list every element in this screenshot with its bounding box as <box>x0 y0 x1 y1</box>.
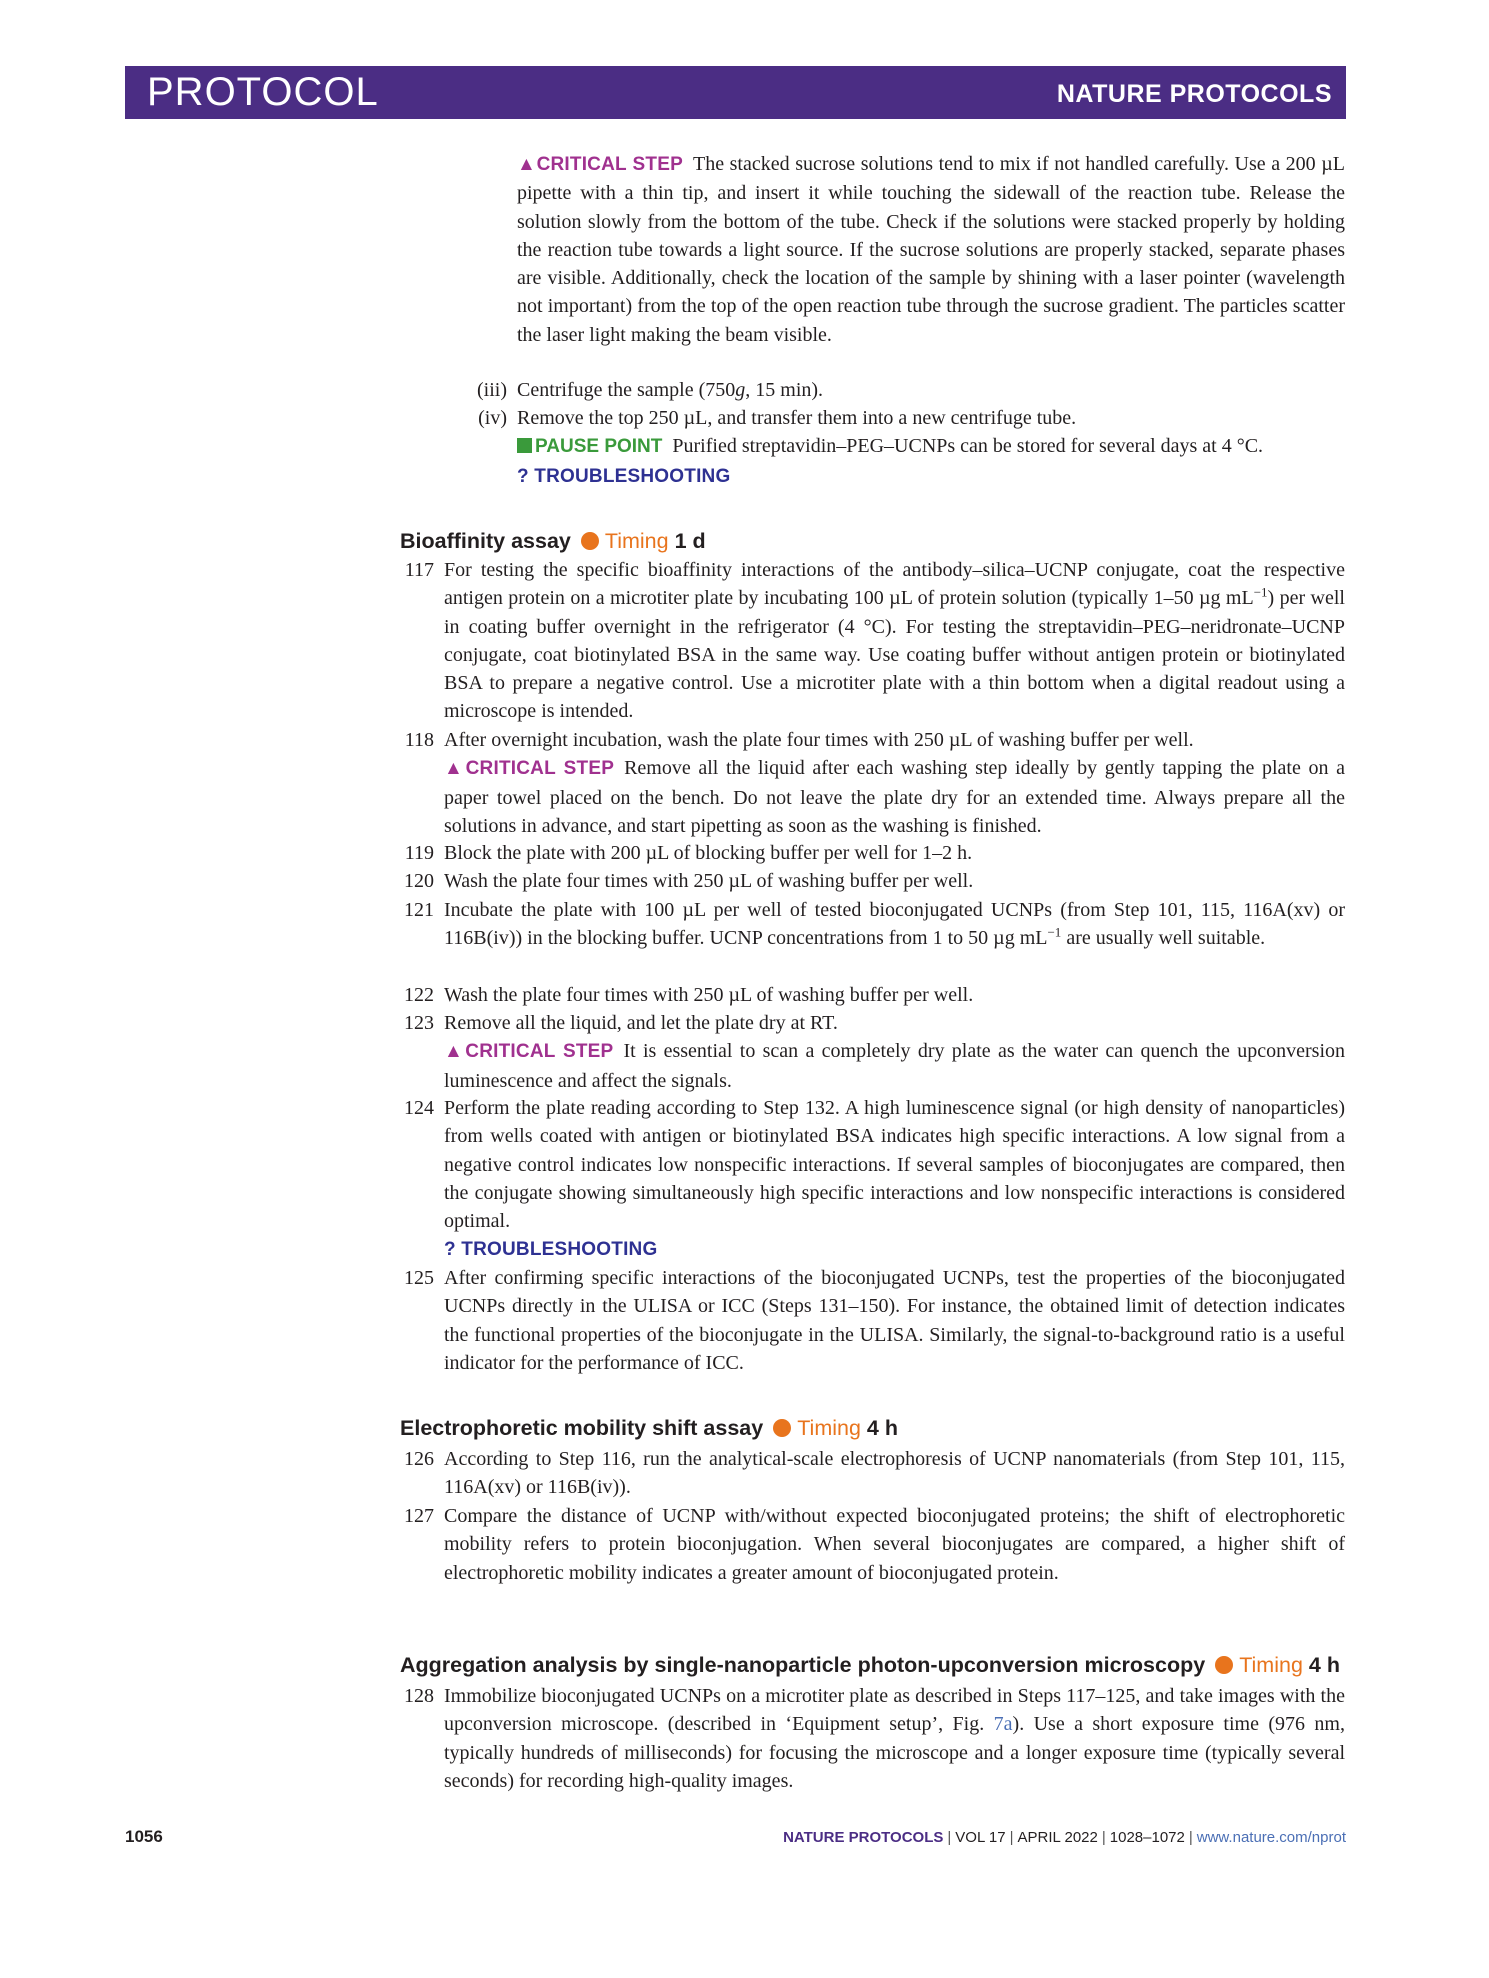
footer-journal: NATURE PROTOCOLS <box>783 1829 944 1846</box>
timing-dot-icon <box>581 532 599 550</box>
critical-step-text: The stacked sucrose solutions tend to mix if not handled carefully. Use a 200 µL pipette with a thin tip, and insert it while touching the sidewall of the reaction tube. Release the solution slowly from the bottom of the tube. Check if the solutions were stacked properly by holding the reaction tube towards a light source. If the sucrose solutions are properly stacked, separate phases are visible. Additionally, check the location of the sample by shining with a laser pointer (wavelength not important) from the top of the open reaction tube through the sucrose gradient. The particles scatter the laser light making the beam visible. <box>517 153 1345 346</box>
substep-number: (iv) <box>478 407 507 429</box>
substep-text: Remove the top 250 µL, and transfer them into a new centrifuge tube. <box>517 407 1077 429</box>
timing-dot-icon <box>1215 1656 1233 1674</box>
troubleshooting-link[interactable]: ? TROUBLESHOOTING <box>517 465 731 487</box>
timing-label: Timing <box>604 529 669 553</box>
section-title: Electrophoretic mobility shift assay <box>400 1416 764 1440</box>
substep-number: (iii) <box>477 379 507 401</box>
critical-step-label: ▲CRITICAL STEP <box>517 154 683 175</box>
step-128 <box>444 1682 1345 1795</box>
g-unit: g <box>735 379 746 401</box>
step-124 <box>444 1094 1345 1265</box>
footer-date: APRIL 2022 <box>1017 1829 1098 1846</box>
superscript: −1 <box>1253 584 1268 600</box>
header-banner <box>125 66 1346 119</box>
page-number: 1056 <box>125 1827 163 1846</box>
pause-point-icon <box>517 438 532 453</box>
critical-step-sucrose <box>517 150 1345 349</box>
step-118 <box>444 726 1345 840</box>
pause-point-text: Purified streptavidin–PEG–UCNPs can be stored for several days at 4 °C. <box>672 435 1264 458</box>
step-number: 127 <box>404 1505 434 1527</box>
step-126: According to Step 116, run the analytical-scale electrophoresis of UCNP nanomaterials (from Step 101, 115, 116A(xv) or 116B(iv)). <box>444 1448 1345 1499</box>
footer-volume: VOL 17 <box>955 1829 1006 1846</box>
step-123 <box>444 1009 1345 1095</box>
section-label: PROTOCOL <box>147 70 379 114</box>
step-text: are usually well suitable. <box>1061 927 1266 950</box>
footer-citation: NATURE PROTOCOLS | VOL 17 | APRIL 2022 | 1028–1072 | www.nature.com/nprot <box>783 1829 1346 1846</box>
step-number: 119 <box>404 842 434 864</box>
step-text: Perform the plate reading according to Step 132. A high luminescence signal (or high density of nanoparticles) from wells coated with antigen or biotinylated BSA indicates high specific interactions. A low signal from a negative control indicates low nonspecific interactions. If several samples of bioconjugates are compared, then the conjugate showing simultaneously high specific interactions and low nonspecific interactions is considered optimal. <box>444 1097 1345 1233</box>
footer-url-link[interactable]: www.nature.com/nprot <box>1196 1829 1346 1846</box>
timing-value: 4 h <box>866 1416 898 1440</box>
substep-iv <box>517 404 1345 491</box>
step-number: 125 <box>404 1267 434 1289</box>
critical-step-text: It is essential to scan a completely dry plate as the water can quench the upconversion luminescence and affect the signals. <box>444 1040 1345 1092</box>
step-number: 117 <box>404 559 434 581</box>
step-text: ). Use a short exposure time (976 nm, typically hundreds of milliseconds) for focusing the microscope and a longer exposure time (typically several seconds) for recording high-quality images. <box>444 1713 1345 1792</box>
timing-value: 1 d <box>674 529 706 553</box>
substep-text: Centrifuge the sample (750 <box>517 379 736 401</box>
step-text: Remove all the liquid, and let the plate dry at RT. <box>444 1012 838 1034</box>
troubleshooting-link[interactable]: ? TROUBLESHOOTING <box>444 1239 658 1261</box>
timing-value: 4 h <box>1308 1653 1340 1677</box>
step-text: Incubate the plate with 100 µL per well of tested bioconjugated UCNPs (from Step 101, 115, 116A(xv) or 116B(iv)) in the blocking buffer. UCNP concentrations from 1 to 50 µg mL <box>444 899 1345 950</box>
step-125: After confirming specific interactions of the bioconjugated UCNPs, test the properties of the bioconjugated UCNPs directly in the ULISA or ICC (Steps 131–150). For instance, the obtained limit of detection indicates the functional properties of the bioconjugate in the ULISA. Similarly, the signal-to-background ratio is a useful indicator for the performance of ICC. <box>444 1267 1345 1374</box>
step-number: 121 <box>404 899 434 921</box>
pause-point-label: PAUSE POINT <box>535 436 663 458</box>
critical-step-label: ▲CRITICAL STEP <box>444 758 615 780</box>
section-heading-emsa <box>400 1414 898 1442</box>
step-number: 118 <box>404 729 434 751</box>
step-number: 122 <box>404 984 434 1006</box>
critical-step-label: ▲CRITICAL STEP <box>444 1041 614 1063</box>
step-text: Immobilize bioconjugated UCNPs on a microtiter plate as described in Steps 117–125, and take images with the upconversion microscope. (described in ‘Equipment setup’, Fig. <box>444 1685 1345 1736</box>
substep-iii <box>517 376 1345 404</box>
footer-pages: 1028–1072 <box>1109 1829 1185 1846</box>
journal-name: NATURE PROTOCOLS <box>1056 80 1332 108</box>
figure-reference-link[interactable]: 7a <box>993 1713 1013 1736</box>
timing-label: Timing <box>797 1416 861 1440</box>
step-119: Block the plate with 200 µL of blocking buffer per well for 1–2 h. <box>444 842 973 864</box>
step-117 <box>444 556 1345 726</box>
step-127: Compare the distance of UCNP with/without expected bioconjugated proteins; the shift of electrophoretic mobility refers to protein bioconjugation. When several bioconjugates are compared, a higher shift of electrophoretic mobility indicates a greater amount of bioconjugated protein. <box>444 1505 1345 1584</box>
substep-text: , 15 min). <box>745 379 824 401</box>
section-title: Bioaffinity assay <box>400 529 571 553</box>
step-number: 120 <box>404 870 434 892</box>
step-122: Wash the plate four times with 250 µL of washing buffer per well. <box>444 984 974 1006</box>
step-121 <box>444 896 1345 953</box>
timing-dot-icon <box>773 1419 791 1437</box>
step-number: 124 <box>404 1097 434 1119</box>
step-text: After overnight incubation, wash the plate four times with 250 µL of washing buffer per well. <box>444 729 1194 751</box>
step-number: 123 <box>404 1012 434 1034</box>
step-120: Wash the plate four times with 250 µL of washing buffer per well. <box>444 870 974 892</box>
superscript: −1 <box>1047 924 1062 940</box>
step-text: ) per well in coating buffer overnight in the refrigerator (4 °C). For testing the streptavidin–PEG–neridronate–UCNP conjugate, coat biotinylated BSA in the same way. Use coating buffer without antigen protein or biotinylated BSA to prepare a negative control. Use a microtiter plate with a thin bottom when a digital readout using a microscope is intended. <box>444 587 1345 723</box>
section-heading-bioaffinity <box>400 527 706 555</box>
step-number: 126 <box>404 1448 434 1470</box>
step-text: For testing the specific bioaffinity interactions of the antibody–silica–UCNP conjugate, coat the respective antigen protein on a microtiter plate by incubating 100 µL of protein solution (typically 1–50 µg mL <box>444 559 1345 610</box>
section-heading-aggregation <box>400 1651 1340 1679</box>
critical-step-text: Remove all the liquid after each washing step ideally by gently tapping the plate on a paper towel placed on the bench. Do not leave the plate dry for an extended time. Always prepare all the solutions in advance, and start pipetting as soon as the washing is finished. <box>444 757 1346 837</box>
section-title: Aggregation analysis by single-nanoparticle photon-upconversion microscopy <box>400 1653 1206 1677</box>
timing-label: Timing <box>1239 1653 1303 1677</box>
step-number: 128 <box>404 1685 434 1707</box>
